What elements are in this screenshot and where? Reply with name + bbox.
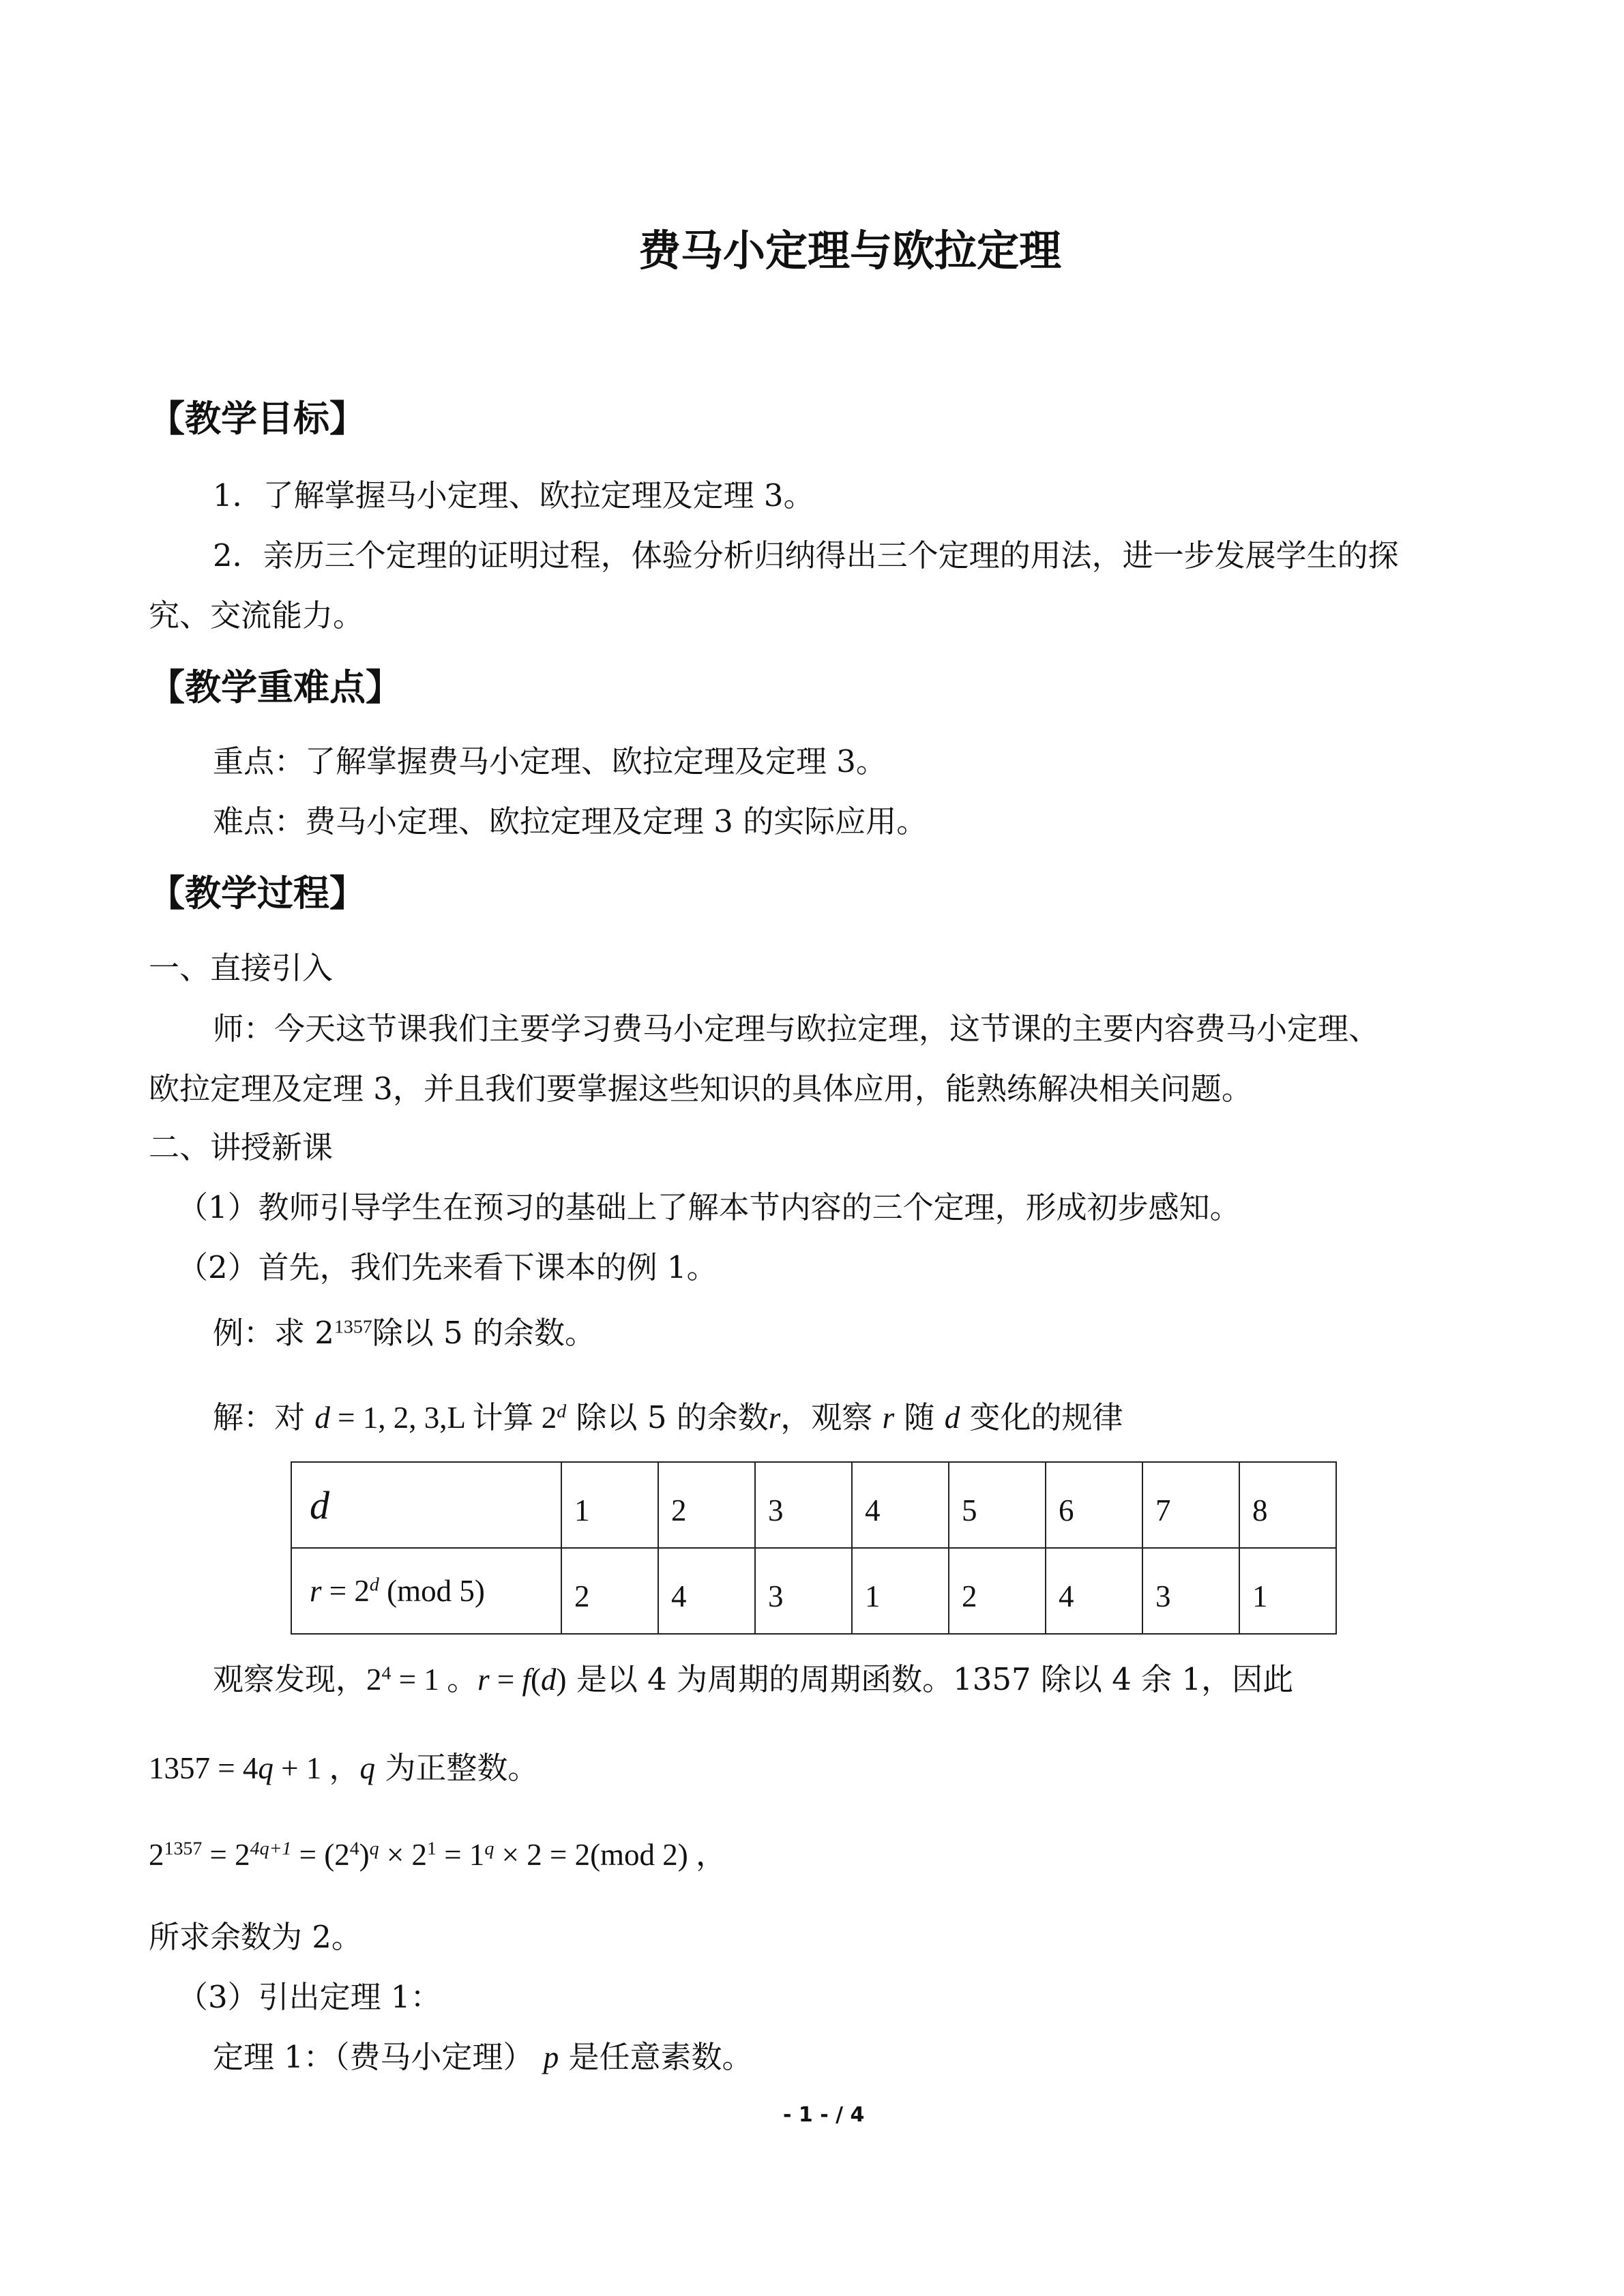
table-cell-d: 5	[949, 1462, 1046, 1548]
objectives-heading: 【教学目标】	[149, 398, 366, 440]
eq1-part: 为正整数。	[375, 1750, 539, 1786]
superscript: 4	[381, 1663, 392, 1684]
part-1-title: 一、直接引入	[149, 950, 334, 986]
example-suffix: 除以 5 的余数。	[372, 1315, 595, 1351]
table-cell-d: 8	[1239, 1462, 1336, 1548]
example-exponent: 1357	[334, 1316, 372, 1338]
part-1-paragraph-line-1: 师：今天这节课我们主要学习费马小定理与欧拉定理，这节课的主要内容费马小定理、	[213, 1011, 1380, 1047]
header-part: (mod 5)	[379, 1574, 485, 1608]
var-d: d	[314, 1401, 330, 1435]
observe-part: (	[531, 1663, 542, 1697]
observe-part: =	[489, 1663, 522, 1697]
var-p: p	[543, 2040, 559, 2074]
observe-part: 观察发现，	[213, 1661, 367, 1697]
var-r: r	[477, 1663, 490, 1697]
eq2-part: 2	[149, 1838, 164, 1872]
var-d: d	[944, 1401, 960, 1435]
step-2-text: （2）首先，我们先来看下课本的例 1。	[177, 1249, 718, 1285]
superscript: 1357	[164, 1838, 203, 1860]
superscript: q	[369, 1838, 379, 1860]
observation-text	[213, 1661, 1294, 1697]
eq2-part: )	[359, 1838, 370, 1872]
page-title: 费马小定理与欧拉定理	[638, 226, 1062, 275]
observe-part: = 1 。	[391, 1663, 478, 1697]
eq1-part: + 1 ，	[273, 1751, 360, 1785]
example-text	[213, 1315, 595, 1351]
table-cell-r: 2	[561, 1548, 658, 1634]
table-cell-r: 4	[1046, 1548, 1142, 1634]
header-part: = 2	[321, 1574, 370, 1608]
objective-item-2-line-2: 究、交流能力。	[149, 597, 364, 633]
table-cell-d: 6	[1046, 1462, 1142, 1548]
step-3-text: （3）引出定理 1：	[177, 1979, 441, 2015]
eq2-part: × 2 = 2(mod 2) ，	[494, 1838, 727, 1872]
solution-part: 除以 5 的余数	[566, 1399, 769, 1435]
equation-power	[149, 1840, 726, 1870]
table-header-r	[291, 1548, 561, 1634]
difficult-point-text: 难点：费马小定理、欧拉定理及定理 3 的实际应用。	[213, 803, 928, 839]
superscript-d: d	[557, 1401, 567, 1422]
page-indicator: - 1 - / 4	[783, 2103, 865, 2127]
eq2-part: = 2	[202, 1838, 250, 1872]
superscript-d: d	[369, 1574, 379, 1596]
table-cell-d: 4	[852, 1462, 949, 1548]
table-cell-d: 3	[755, 1462, 852, 1548]
superscript: 4	[349, 1838, 359, 1860]
var-q: q	[258, 1751, 274, 1785]
table-cell-r: 1	[852, 1548, 949, 1634]
key-point-text: 重点：了解掌握费马小定理、欧拉定理及定理 3。	[213, 743, 887, 779]
table-cell-d: 2	[658, 1462, 755, 1548]
part-2-title: 二、讲授新课	[149, 1129, 334, 1165]
eq1-part: 1357 = 4	[149, 1751, 259, 1785]
theorem-part: 是任意素数。	[559, 2039, 753, 2075]
table-cell-d: 7	[1142, 1462, 1239, 1548]
solution-text	[213, 1399, 1123, 1435]
theorem-1-text	[213, 2039, 753, 2075]
step-1-text: （1）教师引导学生在预习的基础上了解本节内容的三个定理，形成初步感知。	[177, 1189, 1241, 1225]
eq2-part: = (2	[291, 1838, 350, 1872]
var-d: d	[541, 1663, 557, 1697]
part-1-paragraph-line-2: 欧拉定理及定理 3，并且我们要掌握这些知识的具体应用，能熟练解决相关问题。	[149, 1071, 1252, 1107]
solution-part: 随	[894, 1399, 945, 1435]
table-cell-r: 4	[658, 1548, 755, 1634]
process-heading: 【教学过程】	[149, 873, 366, 914]
var-q: q	[359, 1751, 376, 1785]
solution-part: 变化的规律	[960, 1399, 1123, 1435]
superscript: q	[484, 1838, 494, 1860]
var-r: r	[310, 1574, 322, 1608]
table-row	[291, 1462, 1336, 1548]
result-text: 所求余数为 2。	[149, 1919, 362, 1955]
superscript: 4q+1	[250, 1838, 292, 1860]
observe-part: 是以 4 为周期的周期函数。1357 除以 4 余 1，因此	[566, 1661, 1294, 1697]
var-r: r	[768, 1401, 781, 1435]
equation-1357	[149, 1750, 539, 1786]
example-prefix: 例：求 2	[213, 1315, 334, 1351]
theorem-part: 定理 1：（费马小定理）	[213, 2039, 544, 2075]
table-cell-r: 2	[949, 1548, 1046, 1634]
eq2-part: = 1	[436, 1838, 485, 1872]
table-cell-r: 3	[1142, 1548, 1239, 1634]
table-cell-r: 3	[755, 1548, 852, 1634]
remainder-table	[291, 1461, 1337, 1635]
superscript: 1	[427, 1838, 437, 1860]
objective-item-1: 1．了解掌握马小定理、欧拉定理及定理 3。	[213, 477, 814, 513]
eq2-part: × 2	[379, 1838, 428, 1872]
var-r: r	[882, 1401, 895, 1435]
solution-part: 解：对	[213, 1399, 315, 1435]
observe-part: )	[556, 1663, 567, 1697]
table-header-d: d	[291, 1462, 561, 1548]
solution-part: = 1, 2, 3,L 计算 2	[329, 1401, 557, 1435]
table-row	[291, 1548, 1336, 1634]
var-f: f	[522, 1663, 531, 1697]
table-cell-r: 1	[1239, 1548, 1336, 1634]
key-points-heading: 【教学重难点】	[149, 667, 402, 709]
observe-part: 2	[366, 1663, 382, 1697]
solution-part: ，观察	[780, 1399, 883, 1435]
objective-item-2-line-1: 2．亲历三个定理的证明过程，体验分析归纳得出三个定理的用法，进一步发展学生的探	[213, 537, 1399, 573]
table-cell-d: 1	[561, 1462, 658, 1548]
